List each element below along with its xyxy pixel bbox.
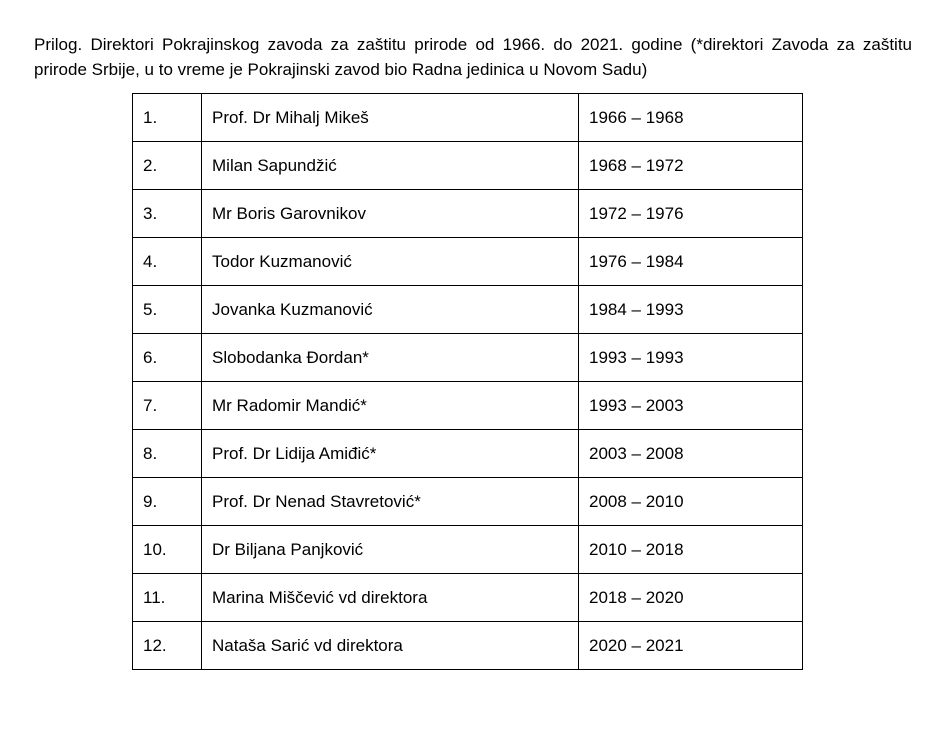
term-years-cell: 1993 – 1993 [579, 334, 803, 382]
row-number-cell: 10. [133, 526, 202, 574]
table-row [133, 382, 803, 430]
table-row [133, 142, 803, 190]
table-row [133, 238, 803, 286]
table-row [133, 574, 803, 622]
term-years-cell: 2008 – 2010 [579, 478, 803, 526]
row-number-cell: 4. [133, 238, 202, 286]
table-row [133, 286, 803, 334]
row-number-cell: 12. [133, 622, 202, 670]
row-number-cell: 3. [133, 190, 202, 238]
director-name-cell: Dr Biljana Panjković [202, 526, 579, 574]
term-years-cell: 1993 – 2003 [579, 382, 803, 430]
term-years-cell: 2020 – 2021 [579, 622, 803, 670]
term-years-cell: 2003 – 2008 [579, 430, 803, 478]
term-years-cell: 2010 – 2018 [579, 526, 803, 574]
director-name-cell: Prof. Dr Mihalj Mikeš [202, 94, 579, 142]
term-years-cell: 2018 – 2020 [579, 574, 803, 622]
term-years-cell: 1976 – 1984 [579, 238, 803, 286]
document-caption: Prilog. Direktori Pokrajinskog zavoda za zaštitu prirode od 1966. do 2021. godine (*direktori Zavoda za zaštitu prirode Srbije, u to vreme je Pokrajinski zavod bio Radna jedinica u Novom Sadu) [34, 35, 912, 79]
term-years-cell: 1972 – 1976 [579, 190, 803, 238]
director-name-cell: Jovanka Kuzmanović [202, 286, 579, 334]
term-years-cell: 1968 – 1972 [579, 142, 803, 190]
table-row [133, 430, 803, 478]
term-years-cell: 1984 – 1993 [579, 286, 803, 334]
row-number-cell: 9. [133, 478, 202, 526]
director-name-cell: Todor Kuzmanović [202, 238, 579, 286]
director-name-cell: Prof. Dr Nenad Stavretović* [202, 478, 579, 526]
row-number-cell: 1. [133, 94, 202, 142]
directors-table-body [133, 94, 803, 670]
row-number-cell: 6. [133, 334, 202, 382]
director-name-cell: Marina Miščević vd direktora [202, 574, 579, 622]
table-row [133, 622, 803, 670]
table-row [133, 190, 803, 238]
director-name-cell: Mr Radomir Mandić* [202, 382, 579, 430]
table-row [133, 526, 803, 574]
director-name-cell: Prof. Dr Lidija Amiđić* [202, 430, 579, 478]
director-name-cell: Mr Boris Garovnikov [202, 190, 579, 238]
director-name-cell: Slobodanka Đordan* [202, 334, 579, 382]
term-years-cell: 1966 – 1968 [579, 94, 803, 142]
director-name-cell: Milan Sapundžić [202, 142, 579, 190]
directors-table [132, 93, 803, 670]
table-row [133, 94, 803, 142]
director-name-cell: Nataša Sarić vd direktora [202, 622, 579, 670]
row-number-cell: 5. [133, 286, 202, 334]
row-number-cell: 8. [133, 430, 202, 478]
row-number-cell: 11. [133, 574, 202, 622]
row-number-cell: 2. [133, 142, 202, 190]
row-number-cell: 7. [133, 382, 202, 430]
table-row [133, 334, 803, 382]
table-row [133, 478, 803, 526]
